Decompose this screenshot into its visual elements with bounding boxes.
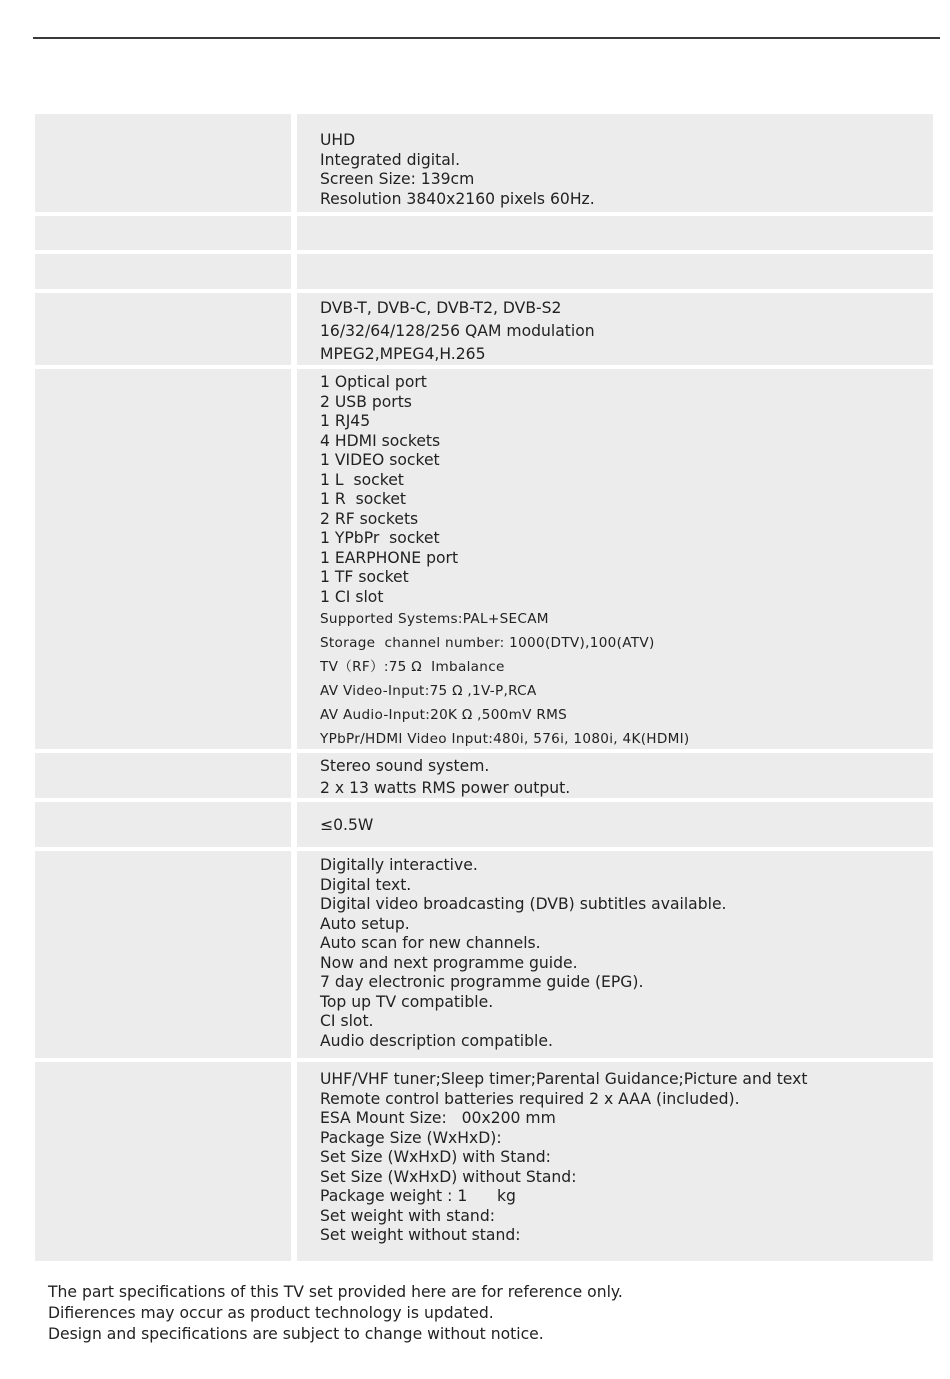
spec-line: ESA Mount Size: 00x200 mm <box>320 1109 556 1127</box>
spec-value-cell <box>297 216 933 250</box>
spec-row-standby-power <box>35 802 933 847</box>
spec-row-connections <box>35 369 933 749</box>
spec-value-cell <box>297 369 933 749</box>
spec-line: Digitally interactive. <box>320 856 478 874</box>
spec-line: Audio description compatible. <box>320 1031 553 1050</box>
spec-line-small: Supported Systems:PAL+SECAM <box>320 611 549 627</box>
spec-line: UHF/VHF tuner;Sleep timer;Parental Guidance;Picture and text <box>320 1070 808 1088</box>
spec-line: Stereo sound system. <box>320 757 490 775</box>
spec-line: 1 VIDEO socket <box>320 451 440 469</box>
spec-row-empty-2 <box>35 254 933 289</box>
spec-line: Set weight without stand: <box>320 1226 521 1244</box>
spec-line: 4 HDMI sockets <box>320 431 441 450</box>
top-rule <box>33 37 940 39</box>
spec-line: Screen Size: 139cm <box>320 170 475 188</box>
spec-line: 1 CI slot <box>320 587 384 606</box>
spec-line: 1 RJ45 <box>320 412 371 430</box>
spec-label-cell <box>35 851 291 1058</box>
spec-line: Auto scan for new channels. <box>320 934 541 952</box>
spec-line-small: TV（RF）:75 Ω Imbalance <box>320 659 505 675</box>
spec-line: Top up TV compatible. <box>320 992 494 1011</box>
spec-line: 2 USB ports <box>320 392 412 411</box>
spec-line: Now and next programme guide. <box>320 953 578 972</box>
spec-line: Digital video broadcasting (DVB) subtitles available. <box>320 895 727 913</box>
spec-label-cell <box>35 216 291 250</box>
spec-line: Set Size (WxHxD) without Stand: <box>320 1167 577 1186</box>
spec-value-cell <box>297 114 933 212</box>
spec-value-cell <box>297 254 933 289</box>
spec-line: Digital text. <box>320 875 412 894</box>
spec-line: CI slot. <box>320 1012 374 1030</box>
spec-row-features <box>35 851 933 1058</box>
spec-line: Set Size (WxHxD) with Stand: <box>320 1148 551 1166</box>
spec-label-cell <box>35 753 291 798</box>
spec-row-tuner-standards <box>35 293 933 365</box>
spec-value-cell <box>297 753 933 798</box>
spec-line: 1 TF socket <box>320 568 409 586</box>
spec-label-cell <box>35 114 291 212</box>
disclaimer <box>48 1282 623 1345</box>
spec-row-empty-1 <box>35 216 933 250</box>
spec-line: Remote control batteries required 2 x AAA (included). <box>320 1089 740 1108</box>
spec-line-small: AV Video-Input:75 Ω ,1V-P,RCA <box>320 683 537 699</box>
spec-value-cell <box>297 293 933 365</box>
spec-line: UHD <box>320 131 356 149</box>
spec-line: 2 RF sockets <box>320 509 419 528</box>
spec-line: 1 R socket <box>320 490 407 508</box>
spec-label-cell <box>35 802 291 847</box>
spec-table <box>35 114 933 1265</box>
spec-row-display <box>35 114 933 212</box>
spec-line: 1 Optical port <box>320 373 427 391</box>
spec-line: 2 x 13 watts RMS power output. <box>320 779 571 797</box>
spec-line: 1 YPbPr socket <box>320 529 440 547</box>
spec-line: DVB-T, DVB-C, DVB-T2, DVB-S2 <box>320 299 562 317</box>
spec-label-cell <box>35 1062 291 1261</box>
spec-line-small: YPbPr/HDMI Video Input:480i, 576i, 1080i, 4K(HDMI) <box>320 731 690 747</box>
spec-line: 1 L socket <box>320 470 404 489</box>
spec-row-sound <box>35 753 933 798</box>
disclaimer-line: The part specifications of this TV set provided here are for reference only. <box>48 1283 623 1301</box>
spec-line: Set weight with stand: <box>320 1206 495 1225</box>
spec-line: Package weight : 1 kg <box>320 1187 516 1205</box>
spec-line: 1 EARPHONE port <box>320 548 459 567</box>
spec-label-cell <box>35 254 291 289</box>
spec-line: ≤0.5W <box>320 816 374 834</box>
spec-value-cell <box>297 1062 933 1261</box>
spec-value-cell <box>297 851 933 1058</box>
spec-line: MPEG2,MPEG4,H.265 <box>320 345 486 363</box>
spec-label-cell <box>35 293 291 365</box>
spec-line: 7 day electronic programme guide (EPG). <box>320 973 644 991</box>
spec-line: Package Size (WxHxD): <box>320 1128 502 1147</box>
spec-line: 16/32/64/128/256 QAM modulation <box>320 322 595 340</box>
spec-line-small: AV Audio-Input:20K Ω ,500mV RMS <box>320 707 568 723</box>
spec-value-cell <box>297 802 933 847</box>
spec-label-cell <box>35 369 291 749</box>
spec-row-general <box>35 1062 933 1261</box>
spec-line: Auto setup. <box>320 914 410 933</box>
disclaimer-line: Design and specifications are subject to change without notice. <box>48 1325 544 1343</box>
spec-line-small: Storage channel number: 1000(DTV),100(ATV) <box>320 635 655 651</box>
spec-line: Integrated digital. <box>320 150 461 169</box>
spec-line: Resolution 3840x2160 pixels 60Hz. <box>320 189 595 208</box>
disclaimer-line: Difierences may occur as product technology is updated. <box>48 1304 494 1322</box>
